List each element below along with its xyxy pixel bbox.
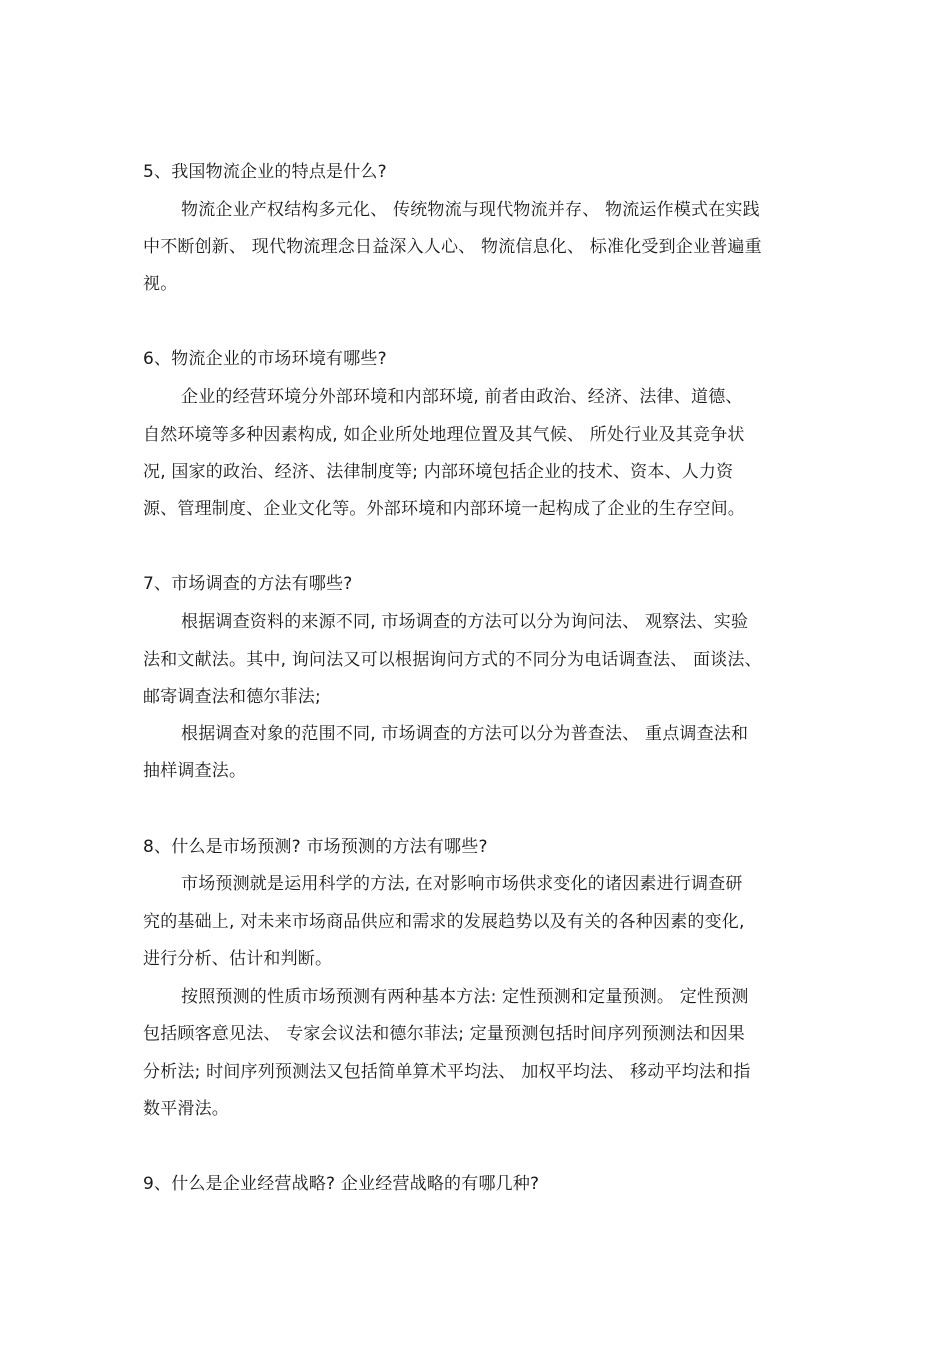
question-6-answer-line-4: 源、管理制度、企业文化等。外部环境和内部环境一起构成了企业的生存空间。 [143, 499, 745, 519]
question-6-answer-line-2: 自然环境等多种因素构成, 如企业所处地理位置及其气候、 所处行业及其竞争状 [143, 425, 745, 445]
question-7-answer-p1-line-2: 法和文献法。其中, 询问法又可以根据询问方式的不同分为电话调查法、 面谈法、 [143, 650, 762, 670]
question-8-answer-p1-line-1: 市场预测就是运用科学的方法, 在对影响市场供求变化的诸因素进行调查研 [181, 874, 743, 894]
question-6-answer-line-3: 况, 国家的政治、经济、法律制度等; 内部环境包括企业的技术、资本、人力资 [143, 462, 734, 482]
question-7-answer-p1-line-3: 邮寄调查法和德尔菲法; [143, 687, 321, 707]
question-8-heading: 8、什么是市场预测? 市场预测的方法有哪些? [143, 837, 488, 857]
question-9-heading: 9、什么是企业经营战略? 企业经营战略的有哪几种? [143, 1174, 540, 1194]
question-8-answer-p2-line-2: 包括顾客意见法、 专家会议法和德尔菲法; 定量预测包括时间序列预测法和因果 [143, 1024, 745, 1044]
question-7-answer-p2-line-2: 抽样调查法。 [143, 761, 247, 781]
question-5-answer-line-2: 中不断创新、 现代物流理念日益深入人心、 物流信息化、 标准化受到企业普遍重 [143, 237, 762, 257]
question-8-answer-p2-line-4: 数平滑法。 [143, 1099, 229, 1119]
question-6-answer-line-1: 企业的经营环境分外部环境和内部环境, 前者由政治、经济、法律、道德、 [181, 387, 743, 407]
question-5-heading: 5、我国物流企业的特点是什么? [143, 162, 387, 182]
question-7-heading: 7、市场调查的方法有哪些? [143, 574, 353, 594]
question-8-answer-p1-line-3: 进行分析、估计和判断。 [143, 949, 333, 969]
question-8-answer-p2-line-1: 按照预测的性质市场预测有两种基本方法: 定性预测和定量预测。 定性预测 [181, 987, 749, 1007]
question-5-answer-line-1: 物流企业产权结构多元化、 传统物流与现代物流并存、 物流运作模式在实践 [181, 200, 760, 220]
question-5-answer-line-3: 视。 [143, 274, 178, 294]
question-7-answer-p1-line-1: 根据调查资料的来源不同, 市场调查的方法可以分为询问法、 观察法、实验 [181, 612, 749, 632]
question-8-answer-p1-line-2: 究的基础上, 对未来市场商品供应和需求的发展趋势以及有关的各种因素的变化, [143, 912, 745, 932]
question-6-heading: 6、物流企业的市场环境有哪些? [143, 349, 387, 369]
question-7-answer-p2-line-1: 根据调查对象的范围不同, 市场调查的方法可以分为普查法、 重点调查法和 [181, 724, 749, 744]
question-8-answer-p2-line-3: 分析法; 时间序列预测法又包括简单算术平均法、 加权平均法、 移动平均法和指 [143, 1062, 751, 1082]
